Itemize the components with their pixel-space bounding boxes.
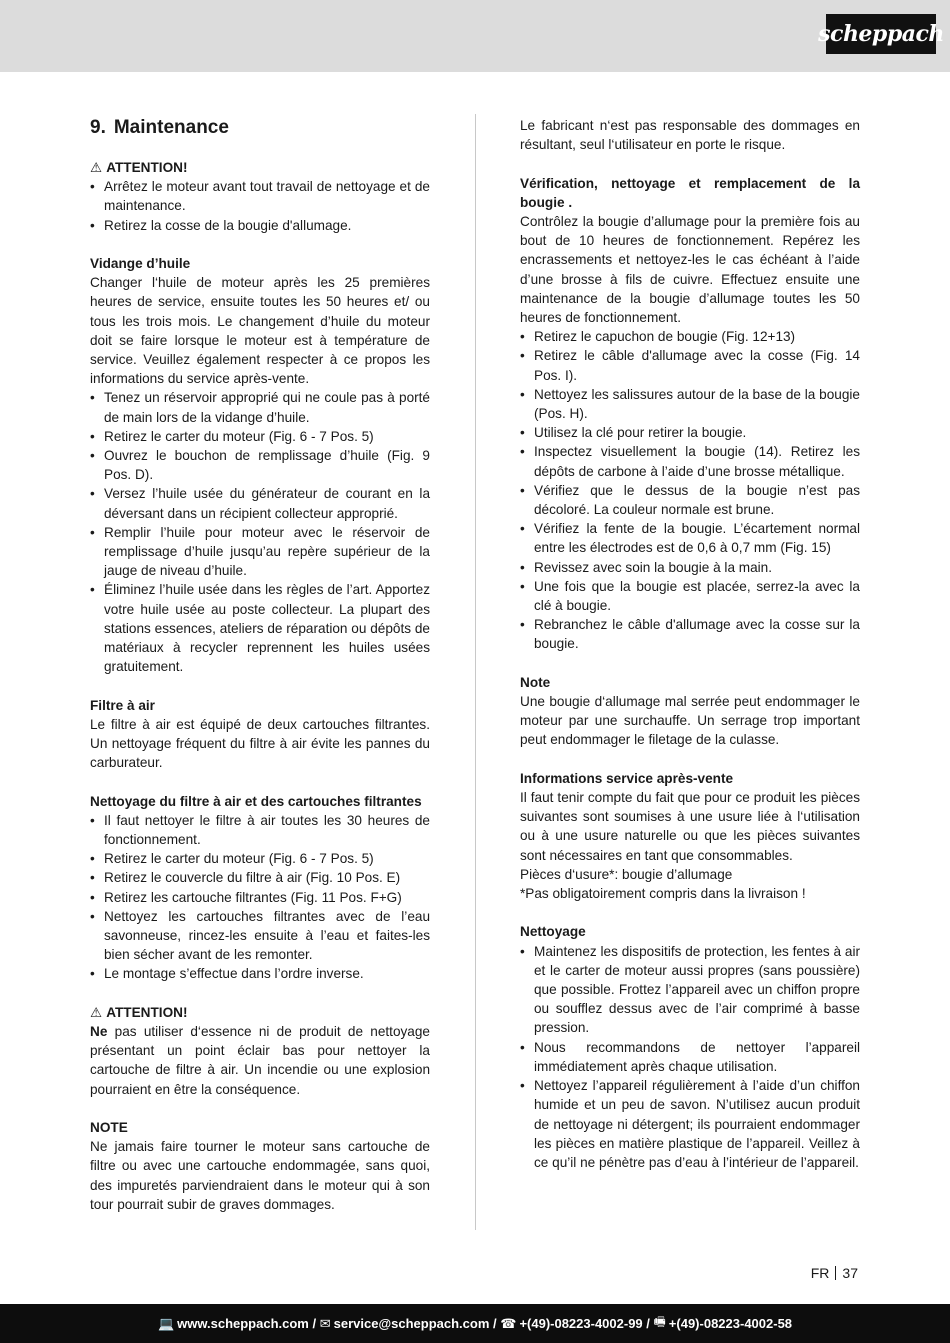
column-divider (475, 114, 476, 1230)
list-item: • Tenez un réservoir approprié qui ne coule pas à porté de main lors de la vidange d’huile. (90, 388, 430, 426)
list-item: • Retirez le couvercle du filtre à air (Fig. 10 Pos. E) (90, 868, 430, 887)
mail-icon: ✉ (319, 1315, 331, 1331)
footer-phone: +(49)-08223-4002-99 / (519, 1316, 650, 1331)
filter-cleaning-heading: Nettoyage du filtre à air et des cartouches filtrantes (90, 793, 422, 809)
list-item: • Retirez le carter du moteur (Fig. 6 - 7 Pos. 5) (90, 849, 430, 868)
attention-heading: ⚠ ATTENTION! (90, 158, 430, 177)
oil-change-heading: Vidange d’huile (90, 256, 191, 271)
air-filter-heading: Filtre à air (90, 697, 155, 713)
list-item: • Utilisez la clé pour retirer la bougie. (520, 423, 860, 442)
phone-icon: ☎ (500, 1315, 517, 1331)
list-item: • Le montage s’effectue dans l’ordre inverse. (90, 964, 430, 983)
list-item: • Nettoyez les salissures autour de la base de la bougie (Pos. H). (520, 385, 860, 423)
footer-email-link[interactable]: service@scheppach.com / (333, 1316, 497, 1331)
header-bar (0, 0, 950, 72)
list-item: • Retirez la cosse de la bougie d'allumage. (90, 216, 430, 235)
attention-list (90, 177, 430, 235)
computer-icon: 💻 (157, 1315, 175, 1331)
list-item: • Nettoyez les cartouches filtrantes avec de l’eau savonneuse, rincez-les ensuite à l’eau et faites-les bien sécher avant de les remonter. (90, 907, 430, 965)
cleaning-heading: Nettoyage (520, 924, 586, 940)
list-item: • Retirez le câble d'allumage avec la cosse (Fig. 14 Pos. I). (520, 346, 860, 384)
footer-fax: +(49)-08223-4002-58 (668, 1316, 793, 1331)
left-column (90, 116, 430, 1214)
spark-plug-text: Contrôlez la bougie d’allumage pour la première fois au bout de 10 heures de fonctionnement. Repérez les encrassements et nettoyez-les le cas échéant à l’aide d’une brosse à fils de cuivre. Effectuez ensuite une maintenance de la bougie d’allumage toutes les 50 heures de fonctionnement. (520, 214, 860, 326)
list-item: • Vérifiez la fente de la bougie. L’écartement normal entre les électrodes est de 0,6 à 0,7 mm (Fig. 15) (520, 519, 860, 557)
list-item: • Retirez le capuchon de bougie (Fig. 12+13) (520, 327, 860, 346)
list-item: • Il faut nettoyer le filtre à air toutes les 30 heures de fonctionnement. (90, 811, 430, 849)
note-heading: NOTE (90, 1120, 128, 1136)
list-item: • Éliminez l’huile usée dans les règles de l’art. Apportez votre huile usée au poste collecteur. La plupart des stations essences, ateliers de réparation ou dépôts de matériaux à recycler reprennent les huiles usées gratuitement. (90, 580, 430, 676)
list-item: • Remplir l’huile pour moteur avec le réservoir de remplissage d’huile jusqu’au repère supérieur de la jauge de niveau d’huile. (90, 523, 430, 581)
spark-plug-heading: Vérification, nettoyage et remplacement de la bougie . (520, 175, 860, 210)
list-item: • Maintenez les dispositifs de protection, les fentes à air et le carter de moteur aussi propres (sans poussière) que possible. Frottez l’appareil avec un chiffon propre ou soufflez dessus avec de l’air comprimé à basse pression. (520, 942, 860, 1038)
list-item: • Versez l’huile usée du générateur de courant en la déversant dans un récipient collecteur approprié. (90, 484, 430, 522)
list-item: • Vérifiez que le dessus de la bougie n’est pas décoloré. La couleur normale est brune. (520, 481, 860, 519)
spark-plug-list (520, 327, 860, 653)
list-item: • Arrêtez le moteur avant tout travail de nettoyage et de maintenance. (90, 177, 430, 215)
list-item: • Une fois que la bougie est placée, serrez-la avec la clé à bougie. (520, 577, 860, 615)
filter-cleaning-list (90, 811, 430, 984)
plug-note-heading: Note (520, 674, 551, 690)
warning-icon: ⚠ (90, 160, 103, 175)
air-filter-text: Le filtre à air est équipé de deux cartouches filtrantes. Un nettoyage fréquent du filtre à air évite les pannes du carburateur. (90, 716, 430, 771)
list-item: • Nettoyez l’appareil régulièrement à l’aide d’un chiffon humide et un peu de savon. N’utilisez aucun produit de nettoyage ni détergent; ils pourraient endommager les pièces en matière plastique de l’appareil. Veillez à ce qu’il ne pénètre pas d’eau à l’intérieur de l’appareil. (520, 1076, 860, 1172)
plug-note-text: Une bougie d‘allumage mal serrée peut endommager le moteur par une surchauffe. Un serrage trop important peut endommager le filetage de la culasse. (520, 694, 860, 748)
list-item: • Rebranchez le câble d'allumage avec la cosse sur la bougie. (520, 615, 860, 653)
fax-icon: 🖷 (653, 1313, 666, 1329)
attention-heading-2: ⚠ ATTENTION! (90, 1003, 430, 1022)
list-item: • Nous recommandons de nettoyer l’appareil immédiatement après chaque utilisation. (520, 1038, 860, 1076)
liability-text: Le fabricant n‘est pas responsable des dommages en résultant, seul l‘utilisateur en porte le risque. (520, 118, 860, 153)
oil-change-list (90, 388, 430, 676)
warning-icon: ⚠ (90, 1004, 103, 1020)
scheppach-logo: scheppach (826, 14, 936, 54)
list-item: • Inspectez visuellement la bougie (14). Retirez les dépôts de carbone à l’aide d’une brosse métallique. (520, 442, 860, 480)
wear-parts-note: *Pas obligatoirement compris dans la livraison ! (520, 886, 806, 902)
cleaning-list (520, 942, 860, 1172)
list-item: • Revissez avec soin la bougie à la main. (520, 558, 860, 577)
list-item: • Retirez le carter du moteur (Fig. 6 - 7 Pos. 5) (90, 427, 430, 446)
wear-parts-text: Pièces d‘usure*: bougie d’allumage (520, 866, 733, 882)
list-item: • Retirez les cartouche filtrantes (Fig. 11 Pos. F+G) (90, 888, 430, 907)
service-info-heading: Informations service après-vente (520, 770, 734, 786)
page-number: FR 37 (810, 1265, 858, 1281)
list-item: • Ouvrez le bouchon de remplissage d’huile (Fig. 9 Pos. D). (90, 446, 430, 484)
section-title: 9. Maintenance (90, 117, 229, 138)
note-text: Ne jamais faire tourner le moteur sans cartouche de filtre ou avec une cartouche endommagée, sans quoi, des impuretés parviendraient dans le moteur qui à son tour pourrait subir de graves dommages. (90, 1139, 430, 1212)
footer-bar (0, 1304, 950, 1343)
footer-web-link[interactable]: www.scheppach.com / (177, 1316, 317, 1331)
oil-change-text: Changer l‘huile de moteur après les 25 premières heures de service, ensuite toutes les 50 heures et/ ou tous les trois mois. Le changement d’huile du moteur doit se faire lorsque le moteur est à température de service. Veuillez également respecter à ce propos les informations du service après-vente. (90, 275, 430, 387)
attention-text: Ne pas utiliser d‘essence ni de produit de nettoyage présentant un point éclair bas pour nettoyer la cartouche de filtre à air. Un incendie ou une explosion pourraient en être la conséquence. (90, 1024, 430, 1097)
right-column (520, 116, 860, 1172)
service-info-text: Il faut tenir compte du fait que pour ce produit les pièces suivantes sont soumises à une usure liée à l‘utilisation ou à une usure naturelle ou que les pièces suivantes sont nécessaires en tant que consommables. (520, 790, 860, 863)
